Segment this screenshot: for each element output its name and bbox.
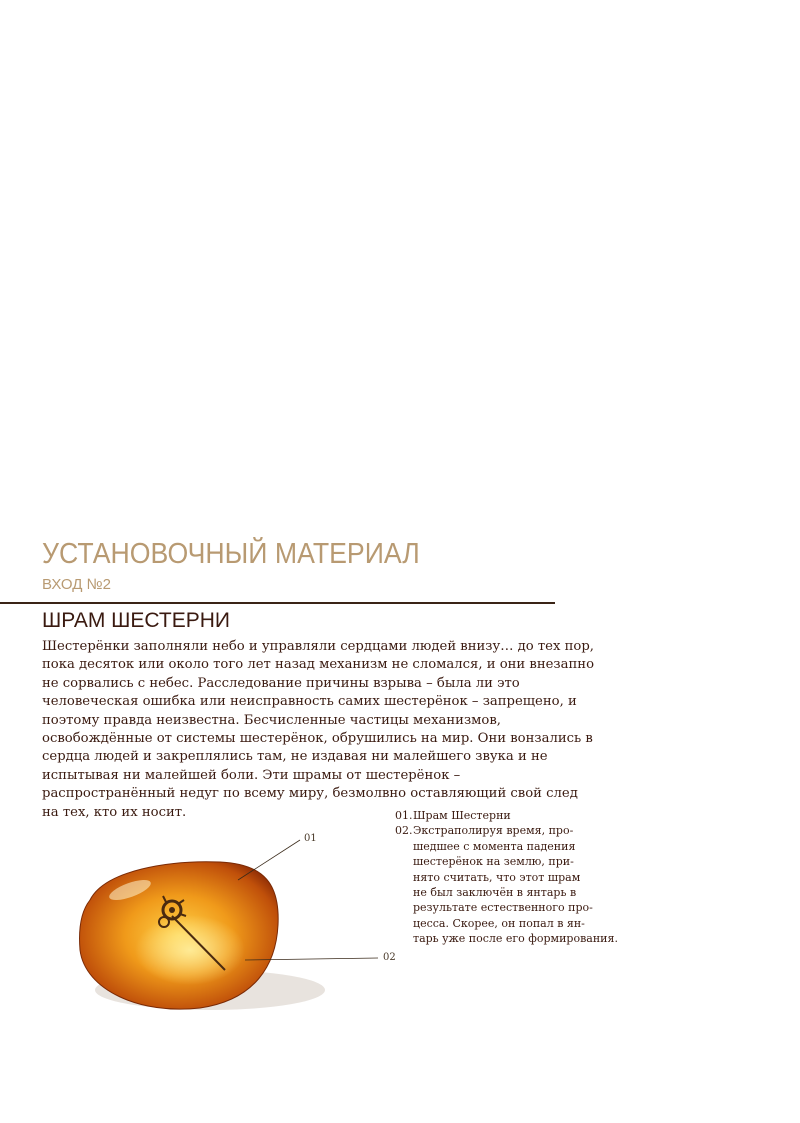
body-line: испытывая ни малейшей боли. Эти шрамы от шестерёнок – [42,767,461,783]
body-line: распространённый недуг по всему миру, безмолвно оставляющий свой след [42,786,578,802]
note-line: не был заключён в янтарь в [413,886,577,900]
amber-gear-illustration [60,830,410,1030]
section-title: УСТАНОВОЧНЫЙ МАТЕРИАЛ [42,538,420,570]
note-line: шестерёнок на землю, при- [413,855,574,869]
note-line: Экстраполируя время, про- [413,824,574,838]
figure-notes [395,808,645,947]
body-line: освобождённые от системы шестерёнок, обрушились на мир. Они вонзались в [42,731,593,747]
divider [0,602,555,604]
body-line: поэтому правда неизвестна. Бесчисленные частицы механизмов, [42,712,501,728]
note-02 [395,823,645,946]
body-line: Шестерёнки заполняли небо и управляли сердцами людей внизу… до тех пор, [42,639,594,654]
note-01 [395,808,645,823]
note-line: нято считать, что этот шрам [413,870,581,884]
note-number: 01. [395,809,413,822]
note-line: Шрам Шестерни [413,809,511,822]
article-title: ШРАМ ШЕСТЕРНИ [42,609,231,632]
note-line: результате естественного про- [413,901,593,915]
note-line: тарь уже после его формирования. [413,932,618,946]
note-number: 02. [395,824,413,838]
body-line: на тех, кто их носит. [42,804,187,820]
marker-01: 01 [304,833,317,844]
body-line: пока десяток или около того лет назад механизм не сломался, и они внезапно [42,657,595,673]
entry-label: ВХОД №2 [42,576,111,593]
amber-glow [135,915,245,985]
body-line: не сорвались с небес. Расследование причины взрыва – была ли это [42,675,520,691]
body-line: сердца людей и закреплялись там, не издавая ни малейшего звука и не [42,749,548,765]
article-body [42,638,595,822]
note-line: цесса. Скорее, он попал в ян- [413,916,585,930]
leader-line-01 [238,840,300,880]
note-line: шедшее с момента падения [413,839,576,853]
marker-02: 02 [383,952,396,963]
body-line: человеческая ошибка или неисправность самих шестерёнок – запрещено, и [42,694,577,710]
